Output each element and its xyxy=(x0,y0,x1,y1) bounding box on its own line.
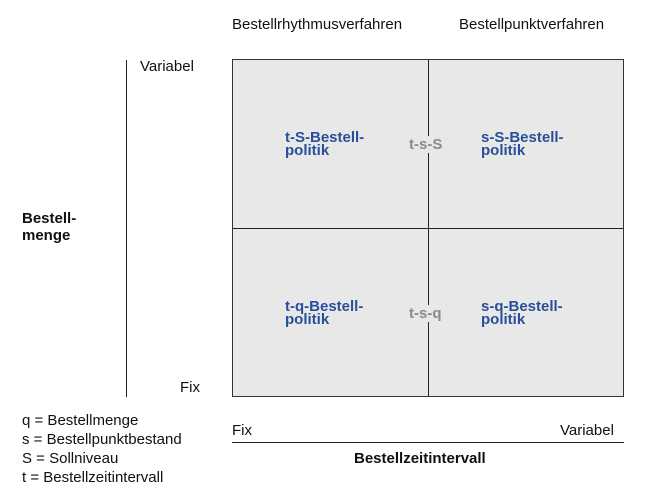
legend xyxy=(22,411,182,487)
y-axis-title xyxy=(22,210,76,244)
policy-line1: t-S-Bestell- xyxy=(285,129,365,146)
hybrid-policy-t-s-q: t-s-q xyxy=(406,305,445,322)
legend-item-s: s = Bestellpunktbestand xyxy=(22,431,182,448)
x-axis-title: Bestellzeitintervall xyxy=(354,450,486,467)
y-axis-title-line2: menge xyxy=(22,227,71,244)
quadrant-bottom-left-policy xyxy=(285,300,363,326)
y-axis-top-label: Variabel xyxy=(140,58,194,75)
policy-line2: politik xyxy=(285,142,330,159)
x-axis-right-label: Variabel xyxy=(560,422,614,439)
policy-line1: t-q-Bestell- xyxy=(285,298,364,315)
y-axis-title-line1: Bestell- xyxy=(22,210,77,227)
policy-line2: politik xyxy=(481,142,526,159)
y-axis-bottom-label: Fix xyxy=(180,379,200,396)
y-axis-line xyxy=(126,60,127,397)
column-header-order-rhythm: Bestellrhythmusverfahren xyxy=(232,16,403,33)
matrix-horizontal-divider xyxy=(233,228,623,229)
legend-item-q: q = Bestellmenge xyxy=(22,412,139,429)
quadrant-top-left-policy xyxy=(285,131,364,157)
policy-matrix xyxy=(232,59,624,397)
policy-line1: s-S-Bestell- xyxy=(481,129,564,146)
quadrant-top-right-policy xyxy=(481,131,564,157)
policy-line1: s-q-Bestell- xyxy=(481,298,563,315)
legend-item-t: t = Bestellzeitintervall xyxy=(22,469,164,486)
x-axis-line xyxy=(232,442,624,443)
policy-line2: politik xyxy=(285,311,330,328)
policy-line2: politik xyxy=(481,311,526,328)
column-header-order-point: Bestellpunktverfahren xyxy=(459,16,605,33)
hybrid-policy-t-s-S: t-s-S xyxy=(406,136,445,153)
x-axis-left-label: Fix xyxy=(232,422,252,439)
legend-item-S: S = Sollniveau xyxy=(22,450,119,467)
quadrant-bottom-right-policy xyxy=(481,300,563,326)
